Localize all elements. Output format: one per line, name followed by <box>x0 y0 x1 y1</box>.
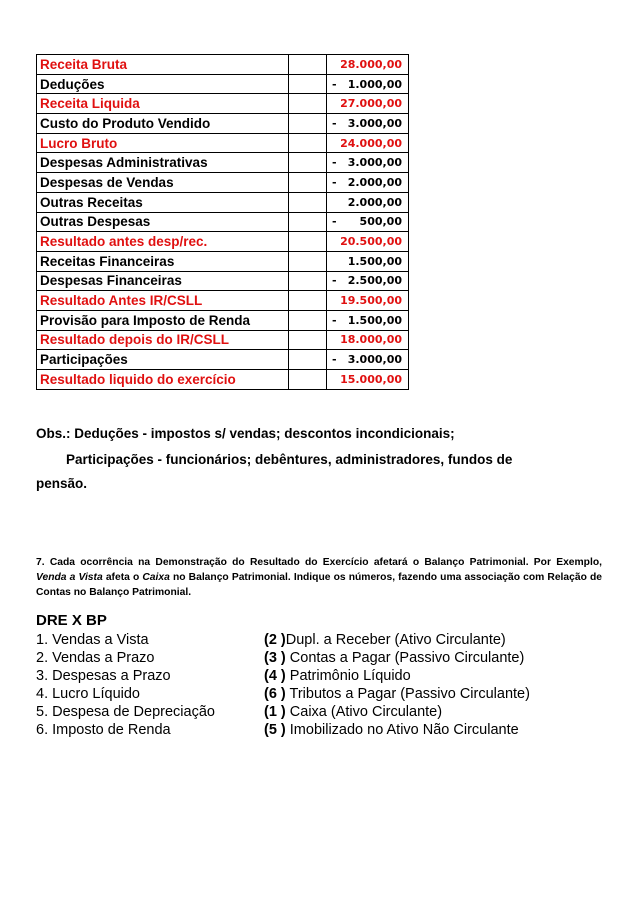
dre-row-spacer <box>289 291 327 311</box>
dre-row-value-cell <box>327 133 409 153</box>
dre-table <box>36 54 409 390</box>
dre-item: 2. Vendas a Prazo <box>36 650 155 666</box>
obs-line-1: Obs.: Deduções - impostos s/ vendas; descontos incondicionais; <box>36 426 455 441</box>
dre-row-minus: - <box>332 274 337 288</box>
dre-row-value-cell <box>327 74 409 94</box>
dre-row-label: Provisão para Imposto de Renda <box>37 310 289 330</box>
dre-row-minus: - <box>332 215 337 229</box>
dre-row-spacer <box>289 212 327 232</box>
dre-row-label: Lucro Bruto <box>37 133 289 153</box>
dre-item: 4. Lucro Líquido <box>36 686 140 702</box>
dre-row-spacer <box>289 350 327 370</box>
dre-row <box>37 114 409 134</box>
dre-row-label: Receitas Financeiras <box>37 251 289 271</box>
dre-row-label: Resultado antes desp/rec. <box>37 232 289 252</box>
dre-row-value-cell <box>327 153 409 173</box>
dre-row <box>37 370 409 390</box>
bp-item <box>264 650 524 666</box>
dre-row-value-cell <box>327 55 409 75</box>
dre-row-label: Deduções <box>37 74 289 94</box>
dre-row <box>37 350 409 370</box>
bp-item <box>264 686 530 702</box>
dre-row <box>37 94 409 114</box>
dre-row-value-cell <box>327 114 409 134</box>
dre-row-minus: - <box>332 77 337 91</box>
dre-row-value: 19.500,00 <box>340 294 402 308</box>
dre-row-spacer <box>289 192 327 212</box>
dre-row-value: 2.000,00 <box>347 195 402 209</box>
dre-row-value: 3.000,00 <box>347 156 402 170</box>
q7-text-2: afeta o <box>102 572 143 583</box>
dre-row <box>37 251 409 271</box>
bp-item-number: (5 ) <box>264 722 286 738</box>
dre-row <box>37 212 409 232</box>
dre-row-spacer <box>289 55 327 75</box>
bp-item-number: (1 ) <box>264 704 286 720</box>
dre-row-label: Despesas Administrativas <box>37 153 289 173</box>
dre-row-spacer <box>289 153 327 173</box>
dre-row-label: Resultado depois do IR/CSLL <box>37 330 289 350</box>
dre-row <box>37 133 409 153</box>
dre-row <box>37 153 409 173</box>
q7-text-3: no Balanço Patrimonial. Indique os números, fazendo uma associação com Relação de Contas no Balanço Patrimonial. <box>36 572 602 598</box>
dre-row <box>37 271 409 291</box>
dre-row-label: Participações <box>37 350 289 370</box>
matching-title: DRE X BP <box>36 612 107 629</box>
dre-row-value-cell <box>327 94 409 114</box>
dre-row-value-cell <box>327 251 409 271</box>
dre-row-value-cell <box>327 232 409 252</box>
dre-row-value-cell <box>327 350 409 370</box>
dre-row <box>37 330 409 350</box>
q7-emphasis-caixa: Caixa <box>142 572 170 583</box>
dre-row-spacer <box>289 94 327 114</box>
bp-item-label: Dupl. a Receber (Ativo Circulante) <box>285 632 506 648</box>
dre-row-value-cell <box>327 173 409 193</box>
dre-item: 1. Vendas a Vista <box>36 632 149 648</box>
q7-text-1: 7. Cada ocorrência na Demonstração do Resultado do Exercício afetará o Balanço Patrimonial. Por Exemplo, <box>36 557 602 568</box>
dre-row-spacer <box>289 232 327 252</box>
dre-row-value-cell <box>327 310 409 330</box>
dre-row-spacer <box>289 370 327 390</box>
dre-row-value: 2.000,00 <box>347 175 402 189</box>
dre-row-value: 27.000,00 <box>340 97 402 111</box>
dre-row-value: 28.000,00 <box>340 57 402 71</box>
bp-item <box>264 668 411 684</box>
dre-row <box>37 291 409 311</box>
dre-row <box>37 310 409 330</box>
dre-row-value: 20.500,00 <box>340 235 402 249</box>
q7-emphasis-venda: Venda a Vista <box>36 572 103 583</box>
dre-row-minus: - <box>332 353 337 367</box>
bp-item-label: Tributos a Pagar (Passivo Circulante) <box>285 686 530 702</box>
dre-row-spacer <box>289 114 327 134</box>
dre-row-label: Despesas Financeiras <box>37 271 289 291</box>
dre-row-minus: - <box>332 116 337 130</box>
dre-row-label: Resultado liquido do exercício <box>37 370 289 390</box>
dre-row-minus: - <box>332 175 337 189</box>
dre-row-value-cell <box>327 192 409 212</box>
bp-item-number: (6 ) <box>264 686 286 702</box>
dre-row-value: 15.000,00 <box>340 372 402 386</box>
bp-item <box>264 704 442 720</box>
dre-row <box>37 192 409 212</box>
question-7 <box>36 555 602 600</box>
dre-row-value-cell <box>327 291 409 311</box>
dre-row-label: Outras Despesas <box>37 212 289 232</box>
dre-item: 3. Despesas a Prazo <box>36 668 171 684</box>
dre-item: 6. Imposto de Renda <box>36 722 171 738</box>
dre-row <box>37 173 409 193</box>
dre-row-label: Outras Receitas <box>37 192 289 212</box>
bp-item-label: Patrimônio Líquido <box>285 668 411 684</box>
dre-row-value: 3.000,00 <box>347 353 402 367</box>
dre-row <box>37 74 409 94</box>
bp-item-number: (4 ) <box>264 668 286 684</box>
bp-item <box>264 722 519 738</box>
dre-row-spacer <box>289 173 327 193</box>
obs-line-3: pensão. <box>36 476 88 491</box>
bp-item <box>264 632 506 648</box>
dre-row-label: Receita Liquida <box>37 94 289 114</box>
dre-row-value: 500,00 <box>359 215 402 229</box>
dre-row-minus: - <box>332 313 337 327</box>
dre-row-label: Despesas de Vendas <box>37 173 289 193</box>
dre-row-value-cell <box>327 330 409 350</box>
bp-item-label: Caixa (Ativo Circulante) <box>285 704 443 720</box>
obs-line-2: Participações - funcionários; debêntures, administradores, fundos de <box>66 452 513 467</box>
dre-row-spacer <box>289 133 327 153</box>
dre-row-spacer <box>289 310 327 330</box>
dre-item: 5. Despesa de Depreciação <box>36 704 215 720</box>
dre-row-value-cell <box>327 370 409 390</box>
bp-item-number: (3 ) <box>264 650 286 666</box>
dre-row-label: Resultado Antes IR/CSLL <box>37 291 289 311</box>
bp-item-number: (2 ) <box>264 632 286 648</box>
dre-row-spacer <box>289 271 327 291</box>
dre-row-minus: - <box>332 156 337 170</box>
dre-row-spacer <box>289 74 327 94</box>
dre-row-spacer <box>289 330 327 350</box>
dre-row-value: 24.000,00 <box>340 136 402 150</box>
dre-row-label: Custo do Produto Vendido <box>37 114 289 134</box>
dre-row-value: 1.000,00 <box>347 77 402 91</box>
dre-row-value: 18.000,00 <box>340 333 402 347</box>
dre-row-value-cell <box>327 212 409 232</box>
dre-row-value: 2.500,00 <box>347 274 402 288</box>
bp-item-label: Contas a Pagar (Passivo Circulante) <box>285 650 525 666</box>
dre-row-value-cell <box>327 271 409 291</box>
dre-row-label: Receita Bruta <box>37 55 289 75</box>
dre-row <box>37 55 409 75</box>
dre-row-value: 1.500,00 <box>347 254 402 268</box>
dre-row-value: 3.000,00 <box>347 116 402 130</box>
bp-item-label: Imobilizado no Ativo Não Circulante <box>285 722 519 738</box>
dre-row-spacer <box>289 251 327 271</box>
dre-row-value: 1.500,00 <box>347 313 402 327</box>
dre-row <box>37 232 409 252</box>
